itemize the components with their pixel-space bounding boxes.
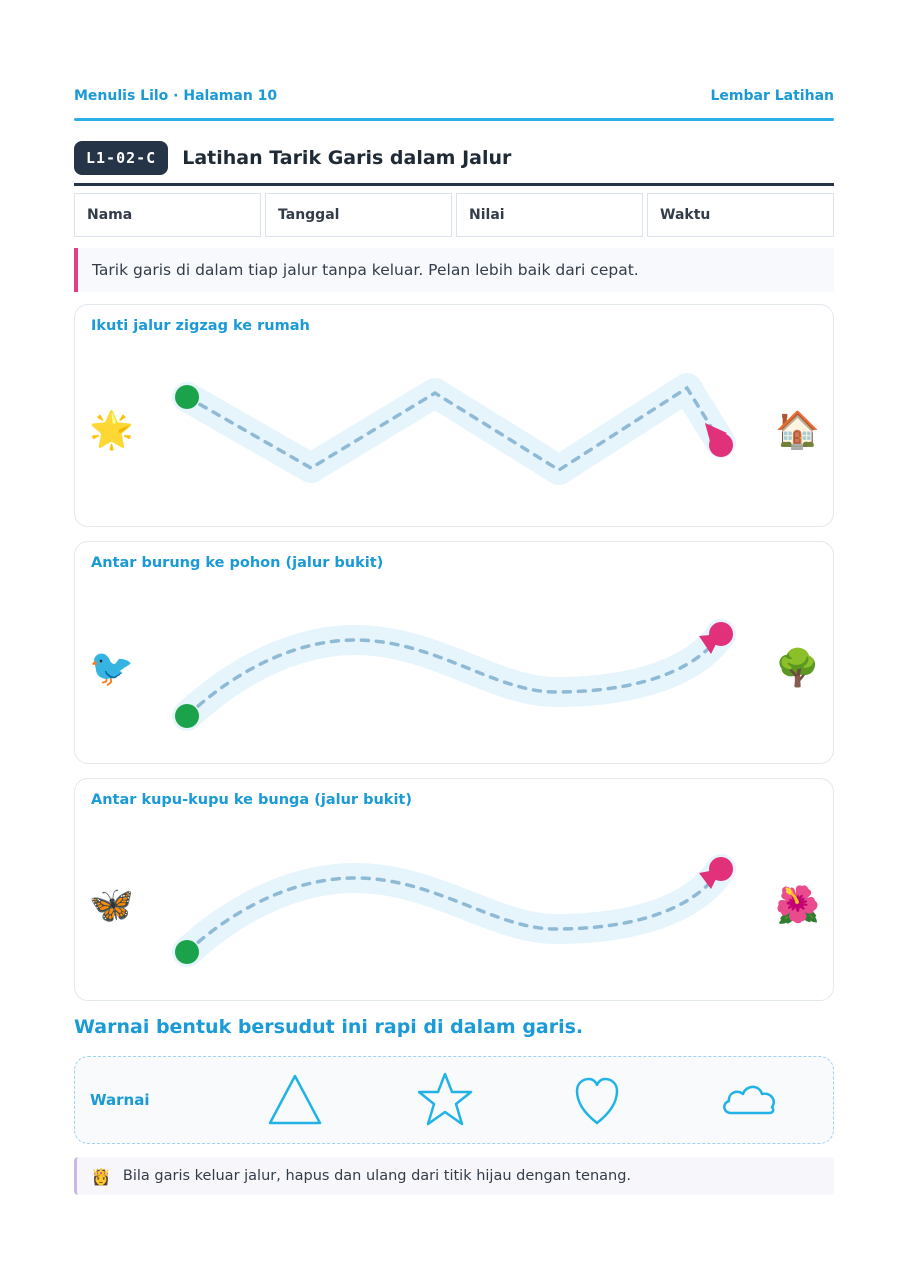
heart-icon[interactable] [569,1071,625,1129]
student-info-fields [74,193,834,237]
coloring-box [74,1056,834,1144]
start-dot[interactable] [175,940,199,964]
worksheet-code-badge: L1-02-C [74,141,168,175]
end-dot[interactable] [709,433,733,457]
tip-callout [74,1157,834,1195]
bird-icon: 🐦 [89,648,134,689]
page-title: Latihan Tarik Garis dalam Jalur [182,147,512,169]
tip-text: Bila garis keluar jalur, hapus dan ulang dari titik hijau dengan tenang. [122,1168,632,1184]
date-field[interactable]: Tanggal [265,193,452,237]
track-title: Antar kupu-kupu ke bunga (jalur bukit) [91,792,412,808]
running-header [74,88,834,104]
coloring-heading: Warnai bentuk bersudut ini rapi di dalam garis. [74,1016,584,1038]
flower-icon: 🌺 [775,885,820,926]
track-title: Ikuti jalur zigzag ke rumah [91,318,310,334]
princess-icon: 👸 [91,1166,111,1186]
title-row [74,140,834,176]
start-dot[interactable] [175,385,199,409]
trace-lane[interactable] [75,305,835,528]
header-left: Menulis Lilo · Halaman 10 [74,88,278,104]
track-card-zigzag [74,304,834,527]
coloring-label: Warnai [90,1091,150,1109]
triangle-icon[interactable] [265,1071,325,1129]
butterfly-icon: 🦋 [89,885,134,926]
start-dot[interactable] [175,704,199,728]
end-dot[interactable] [709,622,733,646]
instruction-text: Tarik garis di dalam tiap jalur tanpa keluar. Pelan lebih baik dari cepat. [92,261,639,279]
header-divider [74,118,834,121]
time-field[interactable]: Waktu [647,193,834,237]
tree-icon: 🌳 [775,648,820,689]
header-right: Lembar Latihan [710,88,834,104]
score-field[interactable]: Nilai [456,193,643,237]
instruction-callout [74,248,834,292]
star-icon: 🌟 [89,410,134,451]
track-card-bird [74,541,834,764]
track-title: Antar burung ke pohon (jalur bukit) [91,555,384,571]
cloud-icon[interactable] [717,1071,781,1129]
name-field[interactable]: Nama [74,193,261,237]
track-card-butterfly [74,778,834,1001]
star-outline-icon[interactable] [415,1071,475,1129]
end-dot[interactable] [709,857,733,881]
title-divider [74,183,834,186]
trace-lane[interactable] [75,779,835,1002]
house-icon: 🏠 [775,410,820,451]
trace-lane[interactable] [75,542,835,765]
